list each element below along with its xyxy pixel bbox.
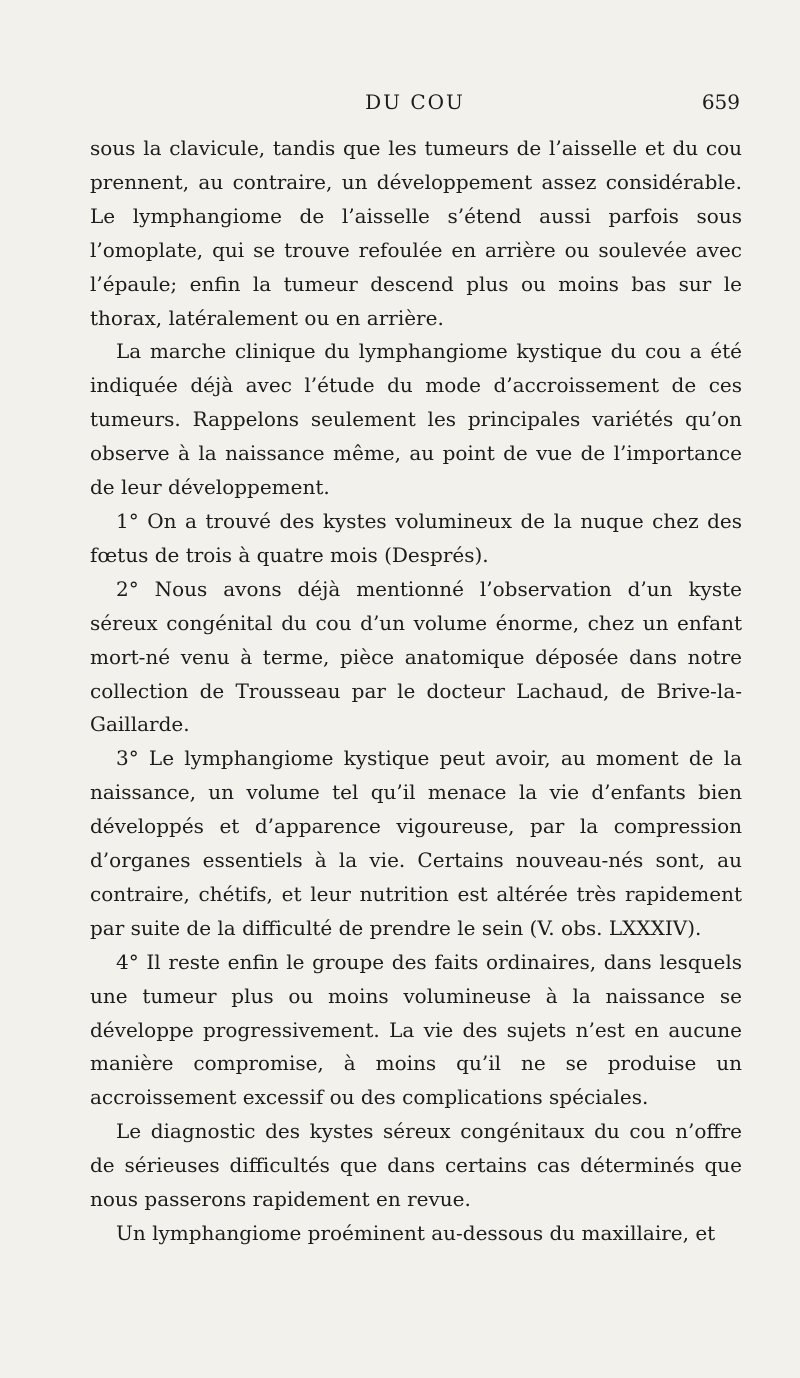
paragraph: 4° Il reste enfin le groupe des faits ordinaires, dans lesquels une tumeur plus ou moins volumineuse à la naissance se développe progressivement. La vie des sujets n’est en aucune manière compromise, à moins qu’il ne se produise un accroissement excessif ou des complications spéciales.: [90, 949, 742, 1110]
page-number: 659: [701, 90, 740, 114]
paragraph: La marche clinique du lymphangiome kystique du cou a été indiquée déjà avec l’étude du mode d’accroissement de ces tumeurs. Rappelons seulement les principales variétés qu’on observe à la naissance même, au point de vue de l’importance de leur développement.: [90, 339, 742, 500]
body-text: [90, 132, 742, 1251]
running-head: [90, 90, 740, 120]
paragraph: 1° On a trouvé des kystes volumineux de la nuque chez des fœtus de trois à quatre mois (Després).: [90, 508, 742, 567]
paragraph: 3° Le lymphangiome kystique peut avoir, au moment de la naissance, un volume tel qu’il menace la vie d’enfants bien développés et d’apparence vigoureuse, par la compression d’organes essentiels à la vie. Certains nouveau-nés sont, au contraire, chétifs, et leur nutrition est altérée très rapidement par suite de la difficulté de prendre le sein (V. obs. LXXXIV).: [90, 746, 742, 940]
paragraph: sous la clavicule, tandis que les tumeurs de l’aisselle et du cou prennent, au contraire, un développement assez considérable. Le lymphangiome de l’aisselle s’étend aussi parfois sous l’omoplate, qui se trouve refoulée en arrière ou soulevée avec l’épaule; enfin la tumeur descend plus ou moins bas sur le thorax, latéralement ou en arrière.: [90, 136, 742, 330]
paragraph: Le diagnostic des kystes séreux congénitaux du cou n’offre de sérieuses difficultés que dans certains cas déterminés que nous passerons rapidement en revue.: [90, 1119, 742, 1212]
running-title: DU COU: [365, 90, 465, 114]
paragraph: 2° Nous avons déjà mentionné l’observation d’un kyste séreux congénital du cou d’un volume énorme, chez un enfant mort-né venu à terme, pièce anatomique déposée dans notre collection de Trousseau par le docteur Lachaud, de Brive-la-Gaillarde.: [90, 576, 742, 737]
paragraph: Un lymphangiome proéminent au-dessous du maxillaire, et: [116, 1221, 716, 1245]
